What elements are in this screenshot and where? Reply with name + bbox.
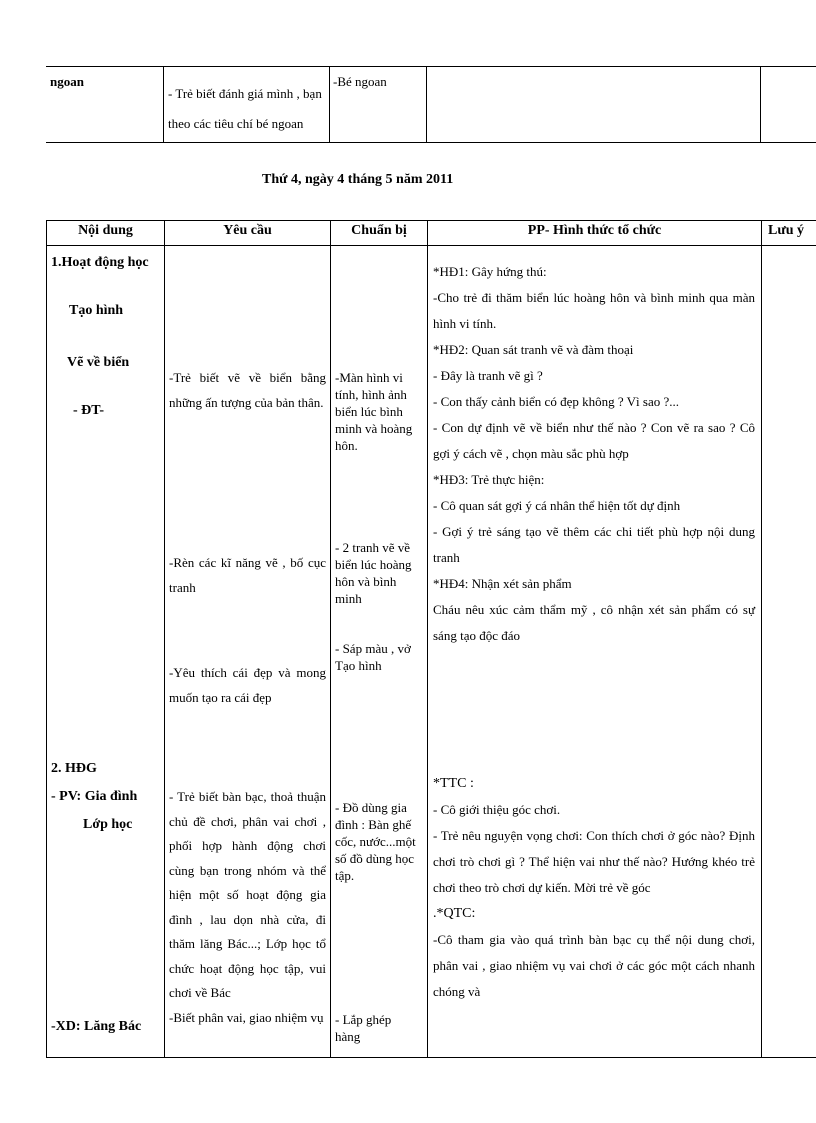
section1-subject: Tạo hình <box>69 303 124 318</box>
section1-requirements-2 <box>169 551 326 600</box>
method-item: - Trẻ nêu nguyện vọng chơi: Con thích chơi ở góc nào? Định chơi trò chơi gì ? Thể hiện vai như thế nào? Hướng khéo trẻ chơi theo trò chơi dự kiến. Mời trẻ về góc <box>433 828 755 895</box>
method-item: .*QTC: <box>433 906 476 921</box>
section1-preparation <box>335 369 419 454</box>
method-item: *HĐ4: Nhận xét sản phẩm <box>433 576 572 591</box>
method-item: - Con thấy cảnh biển có đẹp không ? Vì sao ?... <box>433 394 679 409</box>
column-divider <box>761 221 762 1057</box>
preparation-item: - Sáp màu , vở Tạo hình <box>335 641 411 673</box>
preparation-item: - 2 tranh vẽ về biển lúc hoàng hôn và bình minh <box>335 540 412 606</box>
section1-type: - ĐT- <box>73 403 104 418</box>
method-item: *HĐ1: Gây hứng thú: <box>433 264 547 279</box>
column-divider <box>760 67 761 142</box>
method-item: *HĐ3: Trẻ thực hiện: <box>433 472 545 487</box>
header-luu-y: Lưu ý <box>768 223 805 238</box>
requirement-item: -Biết phân vai, giao nhiệm vụ <box>169 1009 324 1025</box>
method-item: - Con dự định vẽ về biển như thế nào ? Con vẽ ra sao ? Cô gợi ý cách vẽ , chọn màu sắc phù hợp <box>433 420 755 461</box>
column-divider <box>329 67 330 142</box>
section1-topic: Vẽ về biển <box>67 355 130 370</box>
header-chuan-bi: Chuẩn bị <box>351 223 407 238</box>
section1-preparation-2 <box>335 539 419 607</box>
section1-title: 1.Hoạt động học <box>51 255 149 270</box>
section2-methods <box>433 771 755 1005</box>
section2-preparation-2 <box>335 1011 419 1045</box>
method-item: - Cô quan sát gợi ý cá nhân thể hiện tốt dự định <box>433 498 681 513</box>
method-item: - Đây là tranh vẽ gì ? <box>433 368 543 383</box>
header-pp: PP- Hình thức tổ chức <box>527 223 662 238</box>
top-col3-text: -Bé ngoan <box>333 74 387 89</box>
section1-methods <box>433 259 755 649</box>
date-heading: Thứ 4, ngày 4 tháng 5 năm 2011 <box>262 172 454 187</box>
header-yeu-cau: Yêu cầu <box>223 223 272 238</box>
lesson-plan-table <box>46 220 816 1058</box>
requirement-item: -Rèn các kĩ năng vẽ , bố cục tranh <box>169 555 326 595</box>
top-col2-line-1: - Trẻ biết đánh giá mình , bạn <box>168 86 322 101</box>
section2-pv-label: - PV: Gia đình <box>51 789 138 804</box>
column-divider <box>426 67 427 142</box>
section2-preparation <box>335 799 419 884</box>
section2-pv-label-2: Lớp học <box>83 817 133 832</box>
column-divider <box>330 221 331 1057</box>
section2-xd-label: -XD: Lăng Bác <box>51 1019 142 1034</box>
top-col2-line-2: theo các tiêu chí bé ngoan <box>168 116 304 131</box>
method-item: Cháu nêu xúc cảm thẩm mỹ , cô nhận xét sản phẩm có sự sáng tạo độc đáo <box>433 602 755 643</box>
method-item: - Gợi ý trẻ sáng tạo vẽ thêm các chi tiết phù hợp nội dung tranh <box>433 524 755 565</box>
method-item: *HĐ2: Quan sát tranh vẽ và đàm thoại <box>433 342 634 357</box>
preparation-item: - Lắp ghép hàng <box>335 1012 392 1044</box>
section1-requirements-3 <box>169 661 326 710</box>
method-item: - Cô giới thiệu góc chơi. <box>433 802 561 817</box>
column-divider <box>164 221 165 1057</box>
section2-requirements <box>169 785 326 1030</box>
top-col1-text: ngoan <box>50 74 84 89</box>
preparation-item: -Màn hình vi tính, hình ảnh biển lúc bình minh và hoàng hôn. <box>335 370 413 453</box>
header-noi-dung: Nội dung <box>78 223 133 238</box>
column-divider <box>163 67 164 142</box>
requirement-item: -Yêu thích cái đẹp và mong muốn tạo ra cái đẹp <box>169 665 326 705</box>
column-divider <box>427 221 428 1057</box>
requirement-item: -Trẻ biết vẽ về biển bằng những ấn tượng của bản thân. <box>169 370 326 410</box>
requirement-item: - Trẻ biết bàn bạc, thoả thuận chủ đề chơi, phân vai chơi , phối hợp hành động chơi cùng bạn trong nhóm và thể hiện một số hoạt động gia đình , lau dọn nhà cửa, đi thăm lăng Bác...; Lớp học tổ chức hoạt động học tập, vui chơi về Bác <box>169 789 326 1000</box>
section1-preparation-3 <box>335 640 419 674</box>
method-item: -Cô tham gia vào quá trình bàn bạc cụ thể nội dung chơi, phân vai , giao nhiệm vụ vai chơi ở các góc một cách nhanh chóng và <box>433 932 755 999</box>
section1-requirements <box>169 366 326 415</box>
header-row-divider <box>47 245 816 246</box>
section2-title: 2. HĐG <box>51 761 97 776</box>
method-item: -Cho trẻ đi thăm biển lúc hoàng hôn và bình minh qua màn hình vi tính. <box>433 290 755 331</box>
previous-day-table <box>46 66 816 143</box>
method-item: *TTC : <box>433 776 474 791</box>
preparation-item: - Đồ dùng gia đình : Bàn ghế cốc, nước...một số đồ dùng học tập. <box>335 800 416 883</box>
